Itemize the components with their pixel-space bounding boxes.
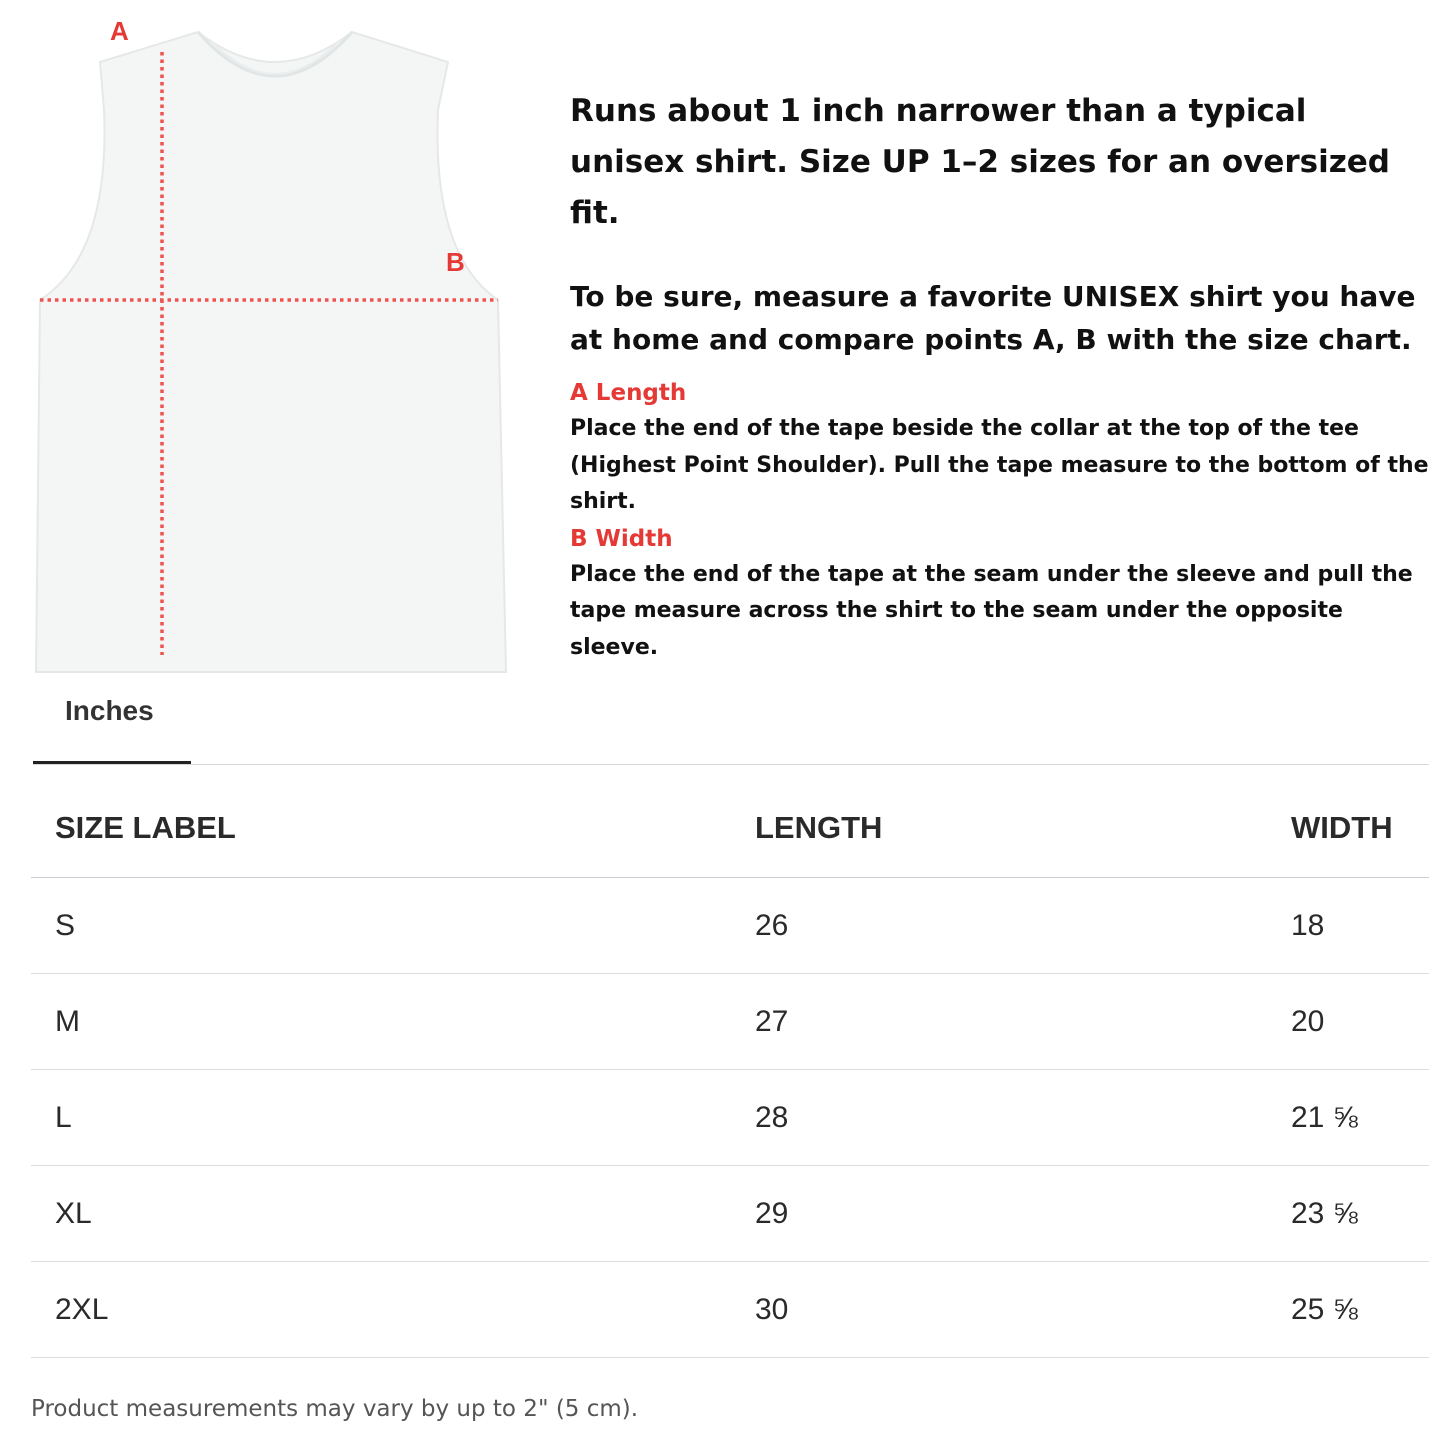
size-cell: S [55,908,76,942]
tank-top-illustration [0,0,540,690]
width-cell: 25 ⅝ [1291,1292,1358,1326]
header-length: LENGTH [755,809,883,845]
length-description: Place the end of the tape beside the collar at the top of the tee (Highest Point Shoulder). Pull the tape measure to the bottom of the shirt. [570,416,1429,514]
length-cell: 26 [755,908,789,942]
size-cell: M [55,1004,80,1038]
table-row [31,1262,1429,1358]
width-description: Place the end of the tape at the seam under the sleeve and pull the tape measure across the shirt to the seam under the opposite sleeve. [570,561,1413,660]
measure-tip: To be sure, measure a favorite UNISEX shirt you have at home and compare points A, B with the size chart. [570,280,1416,356]
header-width: WIDTH [1291,809,1393,845]
tab-inches[interactable]: Inches [65,695,154,726]
tab-divider [33,764,1429,765]
shirt-diagram [0,0,540,690]
width-cell: 18 [1291,908,1325,942]
marker-a: A [110,16,129,46]
size-cell: XL [55,1196,92,1230]
length-cell: 30 [755,1292,789,1326]
fit-intro: Runs about 1 inch narrower than a typical unisex shirt. Size UP 1–2 sizes for an oversized fit. [570,93,1390,231]
measurement-footnote: Product measurements may vary by up to 2" (5 cm). [31,1396,639,1422]
length-cell: 28 [755,1100,789,1134]
width-cell: 20 [1291,1004,1325,1038]
width-cell: 21 ⅝ [1291,1100,1358,1134]
fit-info [570,86,1430,666]
table-row [31,1166,1429,1262]
length-cell: 29 [755,1196,789,1230]
table-row [31,974,1429,1070]
marker-b: B [446,247,465,277]
width-label: B Width [570,525,673,552]
header-size-label: SIZE LABEL [55,809,236,845]
table-row [31,1070,1429,1166]
length-cell: 27 [755,1004,789,1038]
size-chart-table [31,778,1429,1358]
size-cell: L [55,1100,72,1134]
table-row [31,878,1429,974]
width-cell: 23 ⅝ [1291,1196,1358,1230]
length-label: A Length [570,380,687,406]
size-cell: 2XL [55,1292,109,1326]
table-header-row [31,778,1429,878]
